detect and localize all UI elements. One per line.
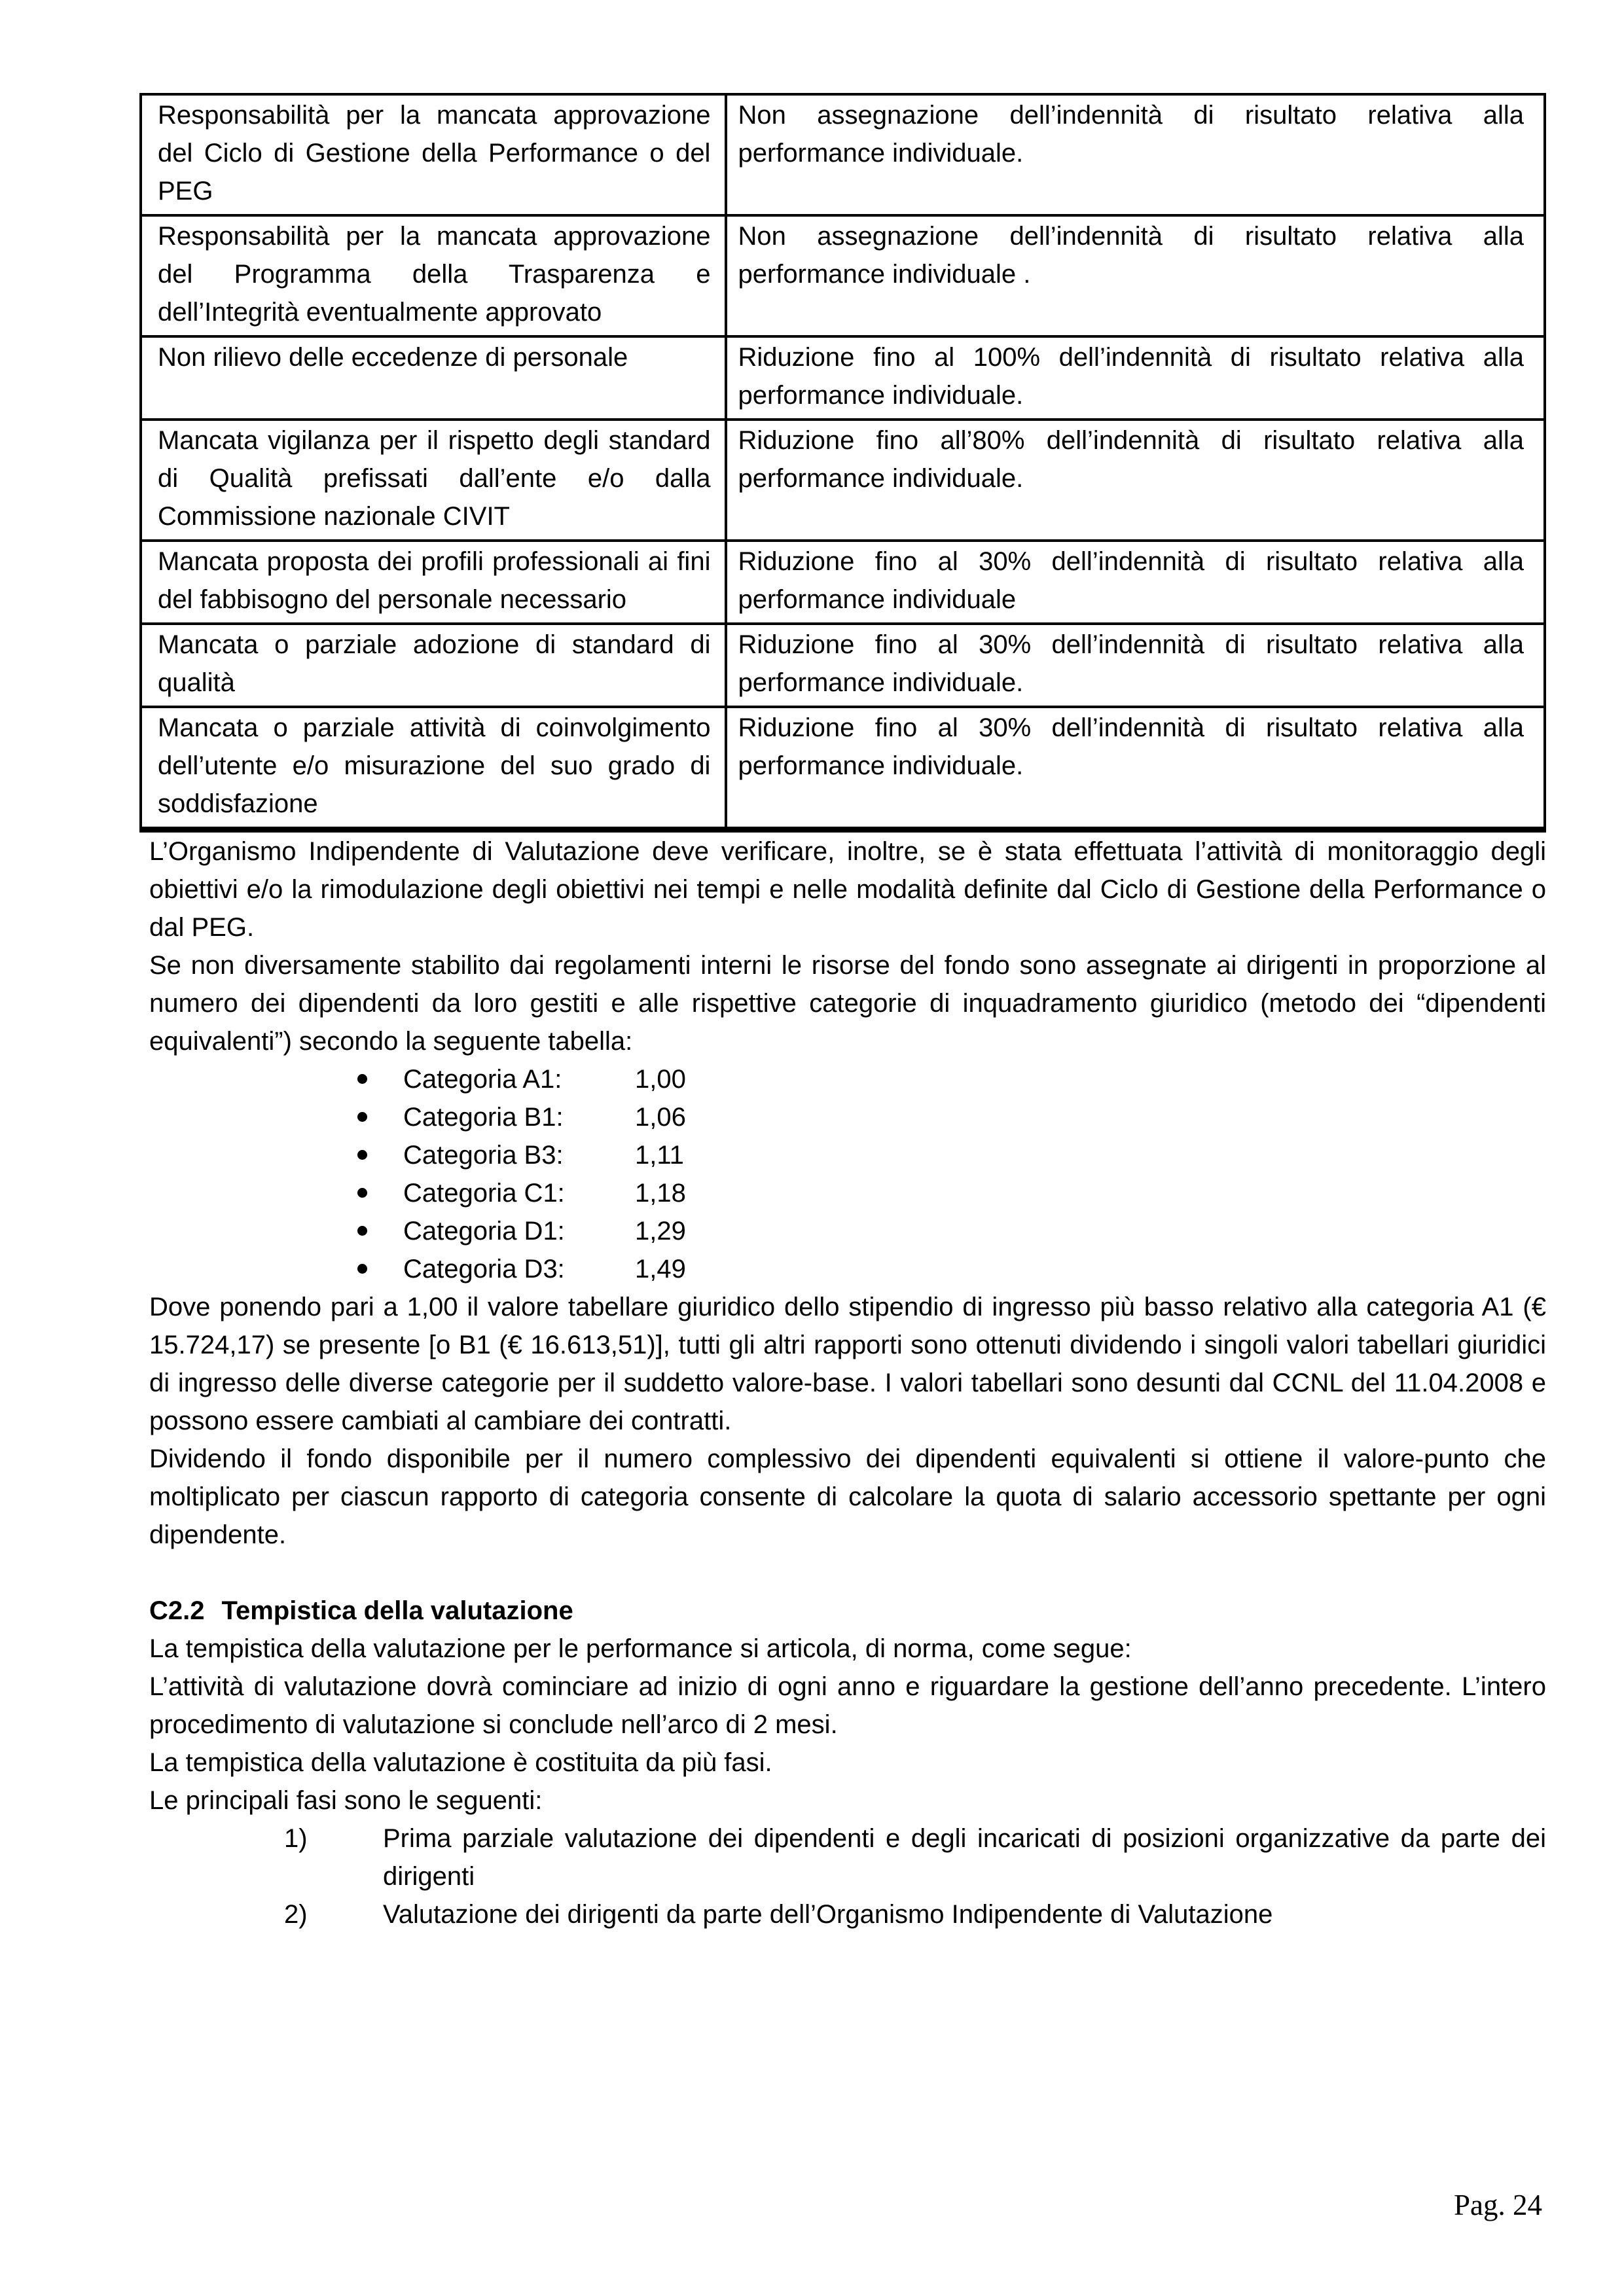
- consequence-cell: Riduzione fino al 30% dell’indennità di risultato relativa alla performance individuale: [726, 541, 1545, 624]
- violation-cell: Responsabilità per la mancata approvazione del Ciclo di Gestione della Performance o del PEG: [141, 94, 726, 215]
- category-label: Categoria B3:: [403, 1141, 564, 1170]
- section-line-fasi: La tempistica della valutazione è costituita da più fasi.: [149, 1748, 772, 1777]
- category-value: 1,11: [635, 1141, 684, 1170]
- violation-cell: Non rilievo delle eccedenze di personale: [141, 336, 726, 420]
- item-number: 1): [284, 1824, 308, 1853]
- section-line-principali: Le principali fasi sono le seguenti:: [149, 1786, 543, 1815]
- numbered-list: [139, 1820, 1546, 1933]
- violation-cell: Mancata o parziale adozione di standard di qualità: [141, 624, 726, 707]
- item-text: Valutazione dei dirigenti da parte dell’Organismo Indipendente di Valutazione: [383, 1900, 1273, 1929]
- table-row: [141, 420, 1545, 541]
- list-item: [139, 1820, 1546, 1895]
- bullet-icon: [357, 1098, 403, 1122]
- list-item: [139, 1895, 1546, 1933]
- consequence-cell: Non assegnazione dell’indennità di risultato relativa alla performance individuale.: [726, 94, 1545, 215]
- category-label: Categoria D3:: [403, 1255, 565, 1283]
- table-row: [141, 336, 1545, 420]
- violation-cell: Mancata o parziale attività di coinvolgimento dell’utente e/o misurazione del suo grado di soddisfazione: [141, 707, 726, 830]
- table-row: [141, 707, 1545, 830]
- bullet-icon: [357, 1212, 403, 1236]
- section-line-attivita: L’attività di valutazione dovrà cominciare ad inizio di ogni anno e riguardare la gestione dell’anno precedente. L’intero procedimento di valutazione si conclude nell’arco di 2 mesi.: [149, 1672, 1546, 1739]
- section-heading: [149, 1592, 1546, 1630]
- violation-cell: Mancata proposta dei profili professionali ai fini del fabbisogno del personale necessario: [141, 541, 726, 624]
- category-label: Categoria C1:: [403, 1179, 565, 1208]
- paragraph-oiv-verifica: L’Organismo Indipendente di Valutazione deve verificare, inoltre, se è stata effettuata l’attività di monitoraggio degli obiettivi e/o la rimodulazione degli obiettivi nei tempi e nelle modalità definite dal Ciclo di Gestione della Performance o dal PEG.: [149, 837, 1546, 942]
- paragraph-valore-base: Dove ponendo pari a 1,00 il valore tabellare giuridico dello stipendio di ingresso più basso relativo alla categoria A1 (€ 15.724,17) se presente [o B1 (€ 16.613,51)], tutti gli altri rapporti sono ottenuti dividendo i singoli valori tabellari giuridici di ingresso delle diverse categorie per il suddetto valore-base. I valori tabellari sono desunti dal CCNL del 11.04.2008 e possono essere cambiati al cambiare dei contratti.: [149, 1293, 1546, 1435]
- sanctions-table: [139, 93, 1546, 833]
- violation-cell: Mancata vigilanza per il rispetto degli standard di Qualità prefissati dall’ente e/o dalla Commissione nazionale CIVIT: [141, 420, 726, 541]
- category-label: Categoria D1:: [403, 1217, 565, 1246]
- category-value: 1,00: [635, 1065, 686, 1094]
- category-item: [139, 1212, 1546, 1250]
- category-list: [139, 1060, 1546, 1288]
- category-item: [139, 1060, 1546, 1098]
- category-value: 1,18: [635, 1179, 686, 1208]
- violation-cell: Responsabilità per la mancata approvazione del Programma della Trasparenza e dell’Integrità eventualmente approvato: [141, 215, 726, 336]
- section-number: C2.2: [149, 1596, 205, 1625]
- consequence-cell: Non assegnazione dell’indennità di risultato relativa alla performance individuale .: [726, 215, 1545, 336]
- bullet-icon: [357, 1060, 403, 1084]
- consequence-cell: Riduzione fino al 30% dell’indennità di risultato relativa alla performance individuale.: [726, 707, 1545, 830]
- category-item: [139, 1174, 1546, 1212]
- section-line-tempistica: La tempistica della valutazione per le performance si articola, di norma, come segue:: [149, 1634, 1132, 1663]
- table-row: [141, 624, 1545, 707]
- category-label: Categoria B1:: [403, 1103, 564, 1132]
- consequence-cell: Riduzione fino al 100% dell’indennità di risultato relativa alla performance individuale.: [726, 336, 1545, 420]
- bullet-icon: [357, 1174, 403, 1198]
- bullet-icon: [357, 1250, 403, 1274]
- category-item: [139, 1136, 1546, 1174]
- table-row: [141, 215, 1545, 336]
- section-title: Tempistica della valutazione: [221, 1596, 573, 1625]
- page-number: Pag. 24: [1454, 2189, 1542, 2221]
- category-item: [139, 1250, 1546, 1288]
- category-label: Categoria A1:: [403, 1065, 562, 1094]
- bullet-icon: [357, 1136, 403, 1160]
- category-value: 1,06: [635, 1103, 686, 1132]
- table-row: [141, 94, 1545, 215]
- item-number: 2): [284, 1900, 308, 1929]
- category-value: 1,49: [635, 1255, 686, 1283]
- item-text: Prima parziale valutazione dei dipendenti e degli incaricati di posizioni organizzative da parte dei dirigenti: [383, 1824, 1546, 1891]
- consequence-cell: Riduzione fino all’80% dell’indennità di risultato relativa alla performance individuale.: [726, 420, 1545, 541]
- category-value: 1,29: [635, 1217, 686, 1246]
- category-item: [139, 1098, 1546, 1136]
- consequence-cell: Riduzione fino al 30% dell’indennità di risultato relativa alla performance individuale.: [726, 624, 1545, 707]
- paragraph-valore-punto: Dividendo il fondo disponibile per il numero complessivo dei dipendenti equivalenti si ottiene il valore-punto che moltiplicato per ciascun rapporto di categoria consente di calcolare la quota di salario accessorio spettante per ogni dipendente.: [149, 1444, 1546, 1549]
- paragraph-risorse-fondo: Se non diversamente stabilito dai regolamenti interni le risorse del fondo sono assegnate ai dirigenti in proporzione al numero dei dipendenti da loro gestiti e alle rispettive categorie di inquadramento giuridico (metodo dei “dipendenti equivalenti”) secondo la seguente tabella:: [149, 951, 1546, 1056]
- table-row: [141, 541, 1545, 624]
